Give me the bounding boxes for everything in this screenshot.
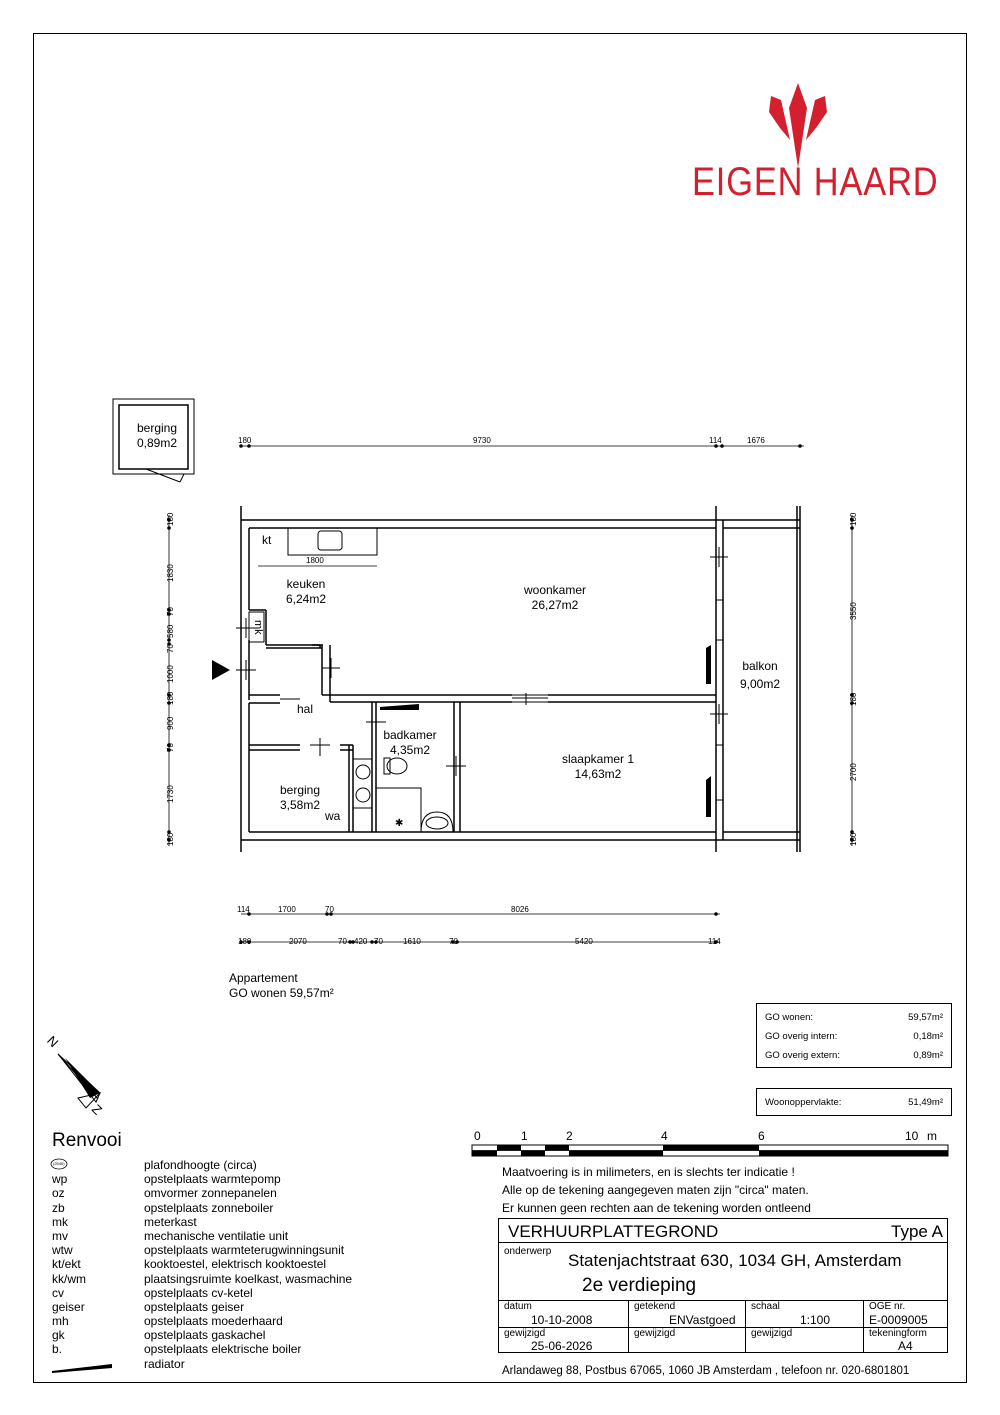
legend-text: opstelplaats geiser [144,1299,245,1314]
dim-bottom2: 5420 [575,937,593,946]
legend-code: b. [52,1342,63,1357]
legend-text: kooktoestel, elektrisch kooktoestel [144,1257,327,1272]
legend-item [52,1357,352,1371]
area-label: Woonoppervlakte: [765,1097,842,1108]
areas-table [756,1003,952,1068]
dim-right: 3550 [849,602,858,620]
dim-left: 70 [166,607,175,616]
scale-label: 1 [521,1129,528,1143]
room-berging-internal [272,783,328,813]
legend-text: opstelplaats moederhaard [144,1314,283,1329]
dim-left: 1730 [166,785,175,803]
dim-right: 180 [849,832,858,846]
oge-cell [864,1301,947,1328]
legend-text: opstelplaats warmteterugwinningsunit [144,1243,345,1258]
area-value: 0,89m² [913,1050,943,1061]
area-label: GO overig extern: [765,1050,840,1061]
entrance-arrow-icon [212,660,230,680]
legend-code: mv [52,1228,68,1243]
woonoppervlakte-box [756,1088,952,1116]
subject-address: Statenjachtstraat 630, 1034 GH, Amsterdam [568,1251,902,1270]
area-label: GO overig intern: [765,1031,838,1042]
dim-left: 180 [166,832,175,846]
dim-bottom2: 1610 [403,937,421,946]
oge-label: OGE nr. [869,1301,906,1312]
renvooi-legend [52,1158,352,1371]
legend-text: opstelplaats cv-ketel [144,1285,253,1300]
apartment-title: Appartement [229,971,298,985]
dim-left: 70 [166,743,175,752]
title-block [498,1218,948,1353]
legend-code: mh [52,1314,69,1329]
room-slaapkamer [550,752,646,782]
dim-bottom1: 114 [237,905,250,914]
room-name: balkon [742,659,778,673]
room-berging-external [133,421,181,451]
legend-text: opstelplaats elektrische boiler [144,1342,302,1357]
dim-left: 900 [166,716,175,730]
getekend-cell [629,1301,746,1328]
drain-icon: ✱ [395,818,404,829]
dim-bottom1: 1700 [278,905,296,914]
legend-text: omvormer zonnepanelen [144,1186,277,1201]
tekeningform-label: tekeningform [869,1328,927,1339]
tekeningform-cell [864,1328,947,1352]
legend-item [52,1314,352,1328]
legend-item [52,1286,352,1300]
gewijzigd-value: 25-06-2026 [531,1339,593,1353]
dim-left: 1000 [166,665,175,683]
room-name: slaapkamer 1 [561,752,635,766]
dim-left: 1830 [166,564,175,582]
drawing-title: VERHUURPLATTEGROND [508,1222,719,1241]
scale-unit: m [927,1129,937,1143]
floor-name: 2e verdieping [582,1275,697,1296]
legend-item [52,1300,352,1314]
dim-bottom2: 114 [708,937,721,946]
legend-code: oz [52,1186,65,1201]
room-area: 3,58m2 [279,798,321,812]
room-name: woonkamer [523,583,587,597]
compass-n-label: N [44,1032,62,1051]
dim-left: 180 [166,691,175,705]
legend-text: meterkast [144,1214,197,1229]
eigen-haard-logo-icon [769,83,827,168]
dim-bottom2: 70 [374,937,383,946]
drawing-type: Type A [891,1222,943,1241]
gewijzigd3-cell [746,1328,864,1352]
dim-bottom2: 2070 [289,937,307,946]
room-keuken [276,577,336,607]
dim-bottom2: 180 [238,937,252,946]
room-woonkamer [515,583,595,613]
gewijzigd-label: gewijzigd [504,1328,546,1339]
dim-bottom2: 70 [338,937,347,946]
legend-code: cv [52,1285,64,1300]
datum-label: datum [504,1301,532,1312]
schaal-value: 1:100 [800,1313,831,1327]
legend-text: plafondhoogte (circa) [144,1158,257,1172]
legend-code: kk/wm [52,1271,86,1286]
dim-left: 580 [166,624,175,638]
area-row [757,1046,951,1065]
legend-code: wtw [52,1243,73,1258]
apartment-summary [229,971,334,1001]
dim-left: 70 [166,644,175,653]
tekeningform-value: A4 [898,1339,913,1353]
gewijzigd2-cell [629,1328,746,1352]
apartment-area: GO wonen 59,57m² [229,986,334,1000]
ceiling-symbol: (2540) [53,1161,65,1166]
dim-bottom1: 70 [325,905,334,914]
room-hal: hal [297,702,314,716]
datum-value: 10-10-2008 [531,1313,593,1327]
area-row [757,1027,951,1046]
legend-code: wp [52,1172,68,1187]
disclaimer-notes [502,1163,811,1217]
room-area: 9,00m2 [739,677,781,691]
note-line: Maatvoering is in milimeters, en is slechts ter indicatie ! [502,1165,795,1179]
room-area: 14,63m2 [574,767,622,781]
onderwerp-label: onderwerp [504,1246,552,1257]
area-row [757,1093,951,1112]
legend-item [52,1342,352,1356]
room-name: berging [136,421,178,435]
dim-top: 1676 [747,436,765,445]
legend-item [52,1328,352,1342]
logo-text: EIGEN HAARD [692,160,939,204]
oge-value: E-0009005 [869,1313,928,1327]
getekend-value: ENVastgoed [669,1313,736,1327]
room-name: berging [279,783,321,797]
legend-text: mechanische ventilatie unit [144,1228,289,1243]
area-value: 0,18m² [913,1031,943,1042]
dim-right: 180 [849,512,858,526]
room-balkon [730,657,790,693]
room-area: 4,35m2 [389,743,431,757]
area-value: 51,49m² [908,1097,943,1108]
area-label: GO wonen: [765,1012,814,1023]
scale-bar [472,1145,948,1156]
dim-bottom2: 420 [354,937,368,946]
dim-top: 9730 [473,436,491,445]
dim-bottom1: 8026 [511,905,529,914]
legend-text: opstelplaats warmtepomp [144,1172,281,1187]
legend-code: geiser [52,1299,85,1314]
compass-z-label: Z [88,1101,106,1118]
scale-label: 0 [474,1129,481,1143]
area-row [757,1008,951,1027]
legend-text: opstelplaats zonneboiler [144,1200,274,1215]
legend-item [52,1186,352,1200]
legend-item [52,1243,352,1257]
label-kt: kt [262,533,272,547]
room-badkamer [370,728,450,758]
dim-bottom2: 70 [449,937,458,946]
legend-code: zb [52,1200,65,1215]
legend-item [52,1257,352,1271]
legend-item [52,1272,352,1286]
schaal-label: schaal [751,1301,780,1312]
renvooi-title: Renvooi [52,1130,122,1151]
legend-item [52,1158,352,1172]
gewijzigd-cell [499,1328,629,1352]
legend-item [52,1229,352,1243]
title-row [499,1219,947,1243]
dim-counter: 1800 [306,556,324,565]
gewijzigd-label: gewijzigd [634,1328,676,1339]
legend-item [52,1172,352,1186]
scale-label: 4 [661,1129,668,1143]
gewijzigd-label: gewijzigd [751,1328,793,1339]
legend-code: kt/ekt [52,1257,81,1272]
room-name: keuken [286,577,326,591]
area-value: 59,57m² [908,1012,943,1023]
legend-code [52,1357,144,1371]
legend-item [52,1215,352,1229]
dim-right: 180 [849,692,858,706]
legend-code: mk [52,1214,68,1229]
scale-label: 2 [566,1129,573,1143]
label-mk: mk [252,620,264,635]
legend-item [52,1201,352,1215]
room-name: badkamer [383,728,437,742]
legend-text: plaatsingsruimte koelkast, wasmachine [144,1271,353,1286]
note-line: Er kunnen geen rechten aan de tekening worden ontleend [502,1201,811,1215]
legend-code [52,1158,144,1172]
legend-text: opstelplaats gaskachel [144,1328,266,1343]
dim-left: 180 [166,512,175,526]
scale-label: 10 [905,1129,919,1143]
getekend-label: getekend [634,1301,676,1312]
scale-label: 6 [758,1129,765,1143]
note-line: Alle op de tekening aangegeven maten zijn "circa" maten. [502,1183,809,1197]
room-area: 0,89m2 [136,436,178,450]
label-wa: wa [325,809,341,823]
dim-top: 180 [238,436,252,445]
schaal-cell [746,1301,864,1328]
legend-code: gk [52,1328,65,1343]
subject-row [499,1243,947,1301]
dim-right: 2700 [849,763,858,781]
dim-top: 114 [709,436,722,445]
room-area: 26,27m2 [531,598,579,612]
legend-text: radiator [144,1356,185,1371]
company-address: Arlandaweg 88, Postbus 67065, 1060 JB Amsterdam , telefoon nr. 020-6801801 [502,1365,910,1377]
dimension-ticks [167,444,854,944]
room-area: 6,24m2 [285,592,327,606]
compass-north-arrow-icon [58,1054,100,1108]
datum-cell [499,1301,629,1328]
